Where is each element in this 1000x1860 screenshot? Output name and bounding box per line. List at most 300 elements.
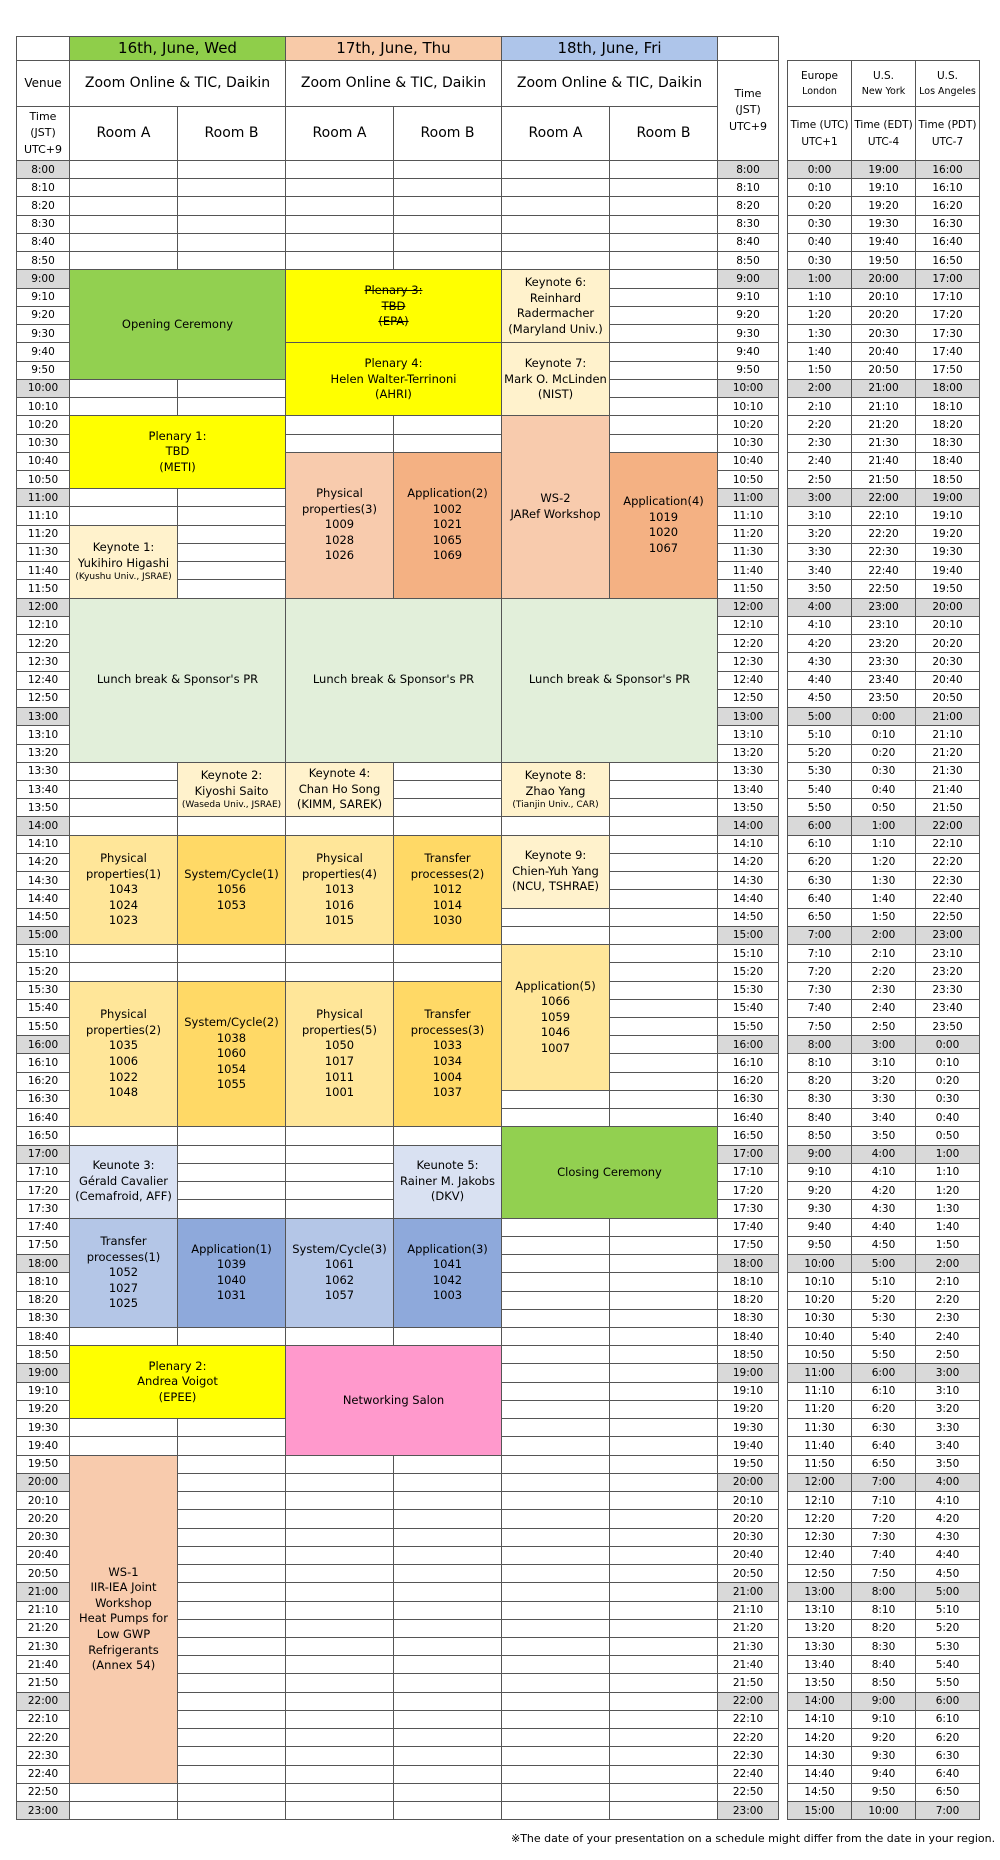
tz-time: 7:10 — [787, 944, 852, 963]
tz-time: 17:00 — [915, 269, 980, 288]
time-jst: 13:40 — [16, 780, 70, 799]
time-jst: 13:30 — [16, 762, 70, 781]
empty-slot — [285, 1455, 394, 1474]
empty-slot — [501, 1728, 610, 1747]
time-jst: 20:20 — [717, 1509, 779, 1528]
tz-time: 20:00 — [851, 269, 916, 288]
event-text: Plenary 4: Helen Walter-Terrinoni (AHRI) — [330, 356, 457, 402]
empty-slot — [285, 1327, 394, 1346]
time-jst: 8:50 — [16, 251, 70, 270]
venue-cell-1: Zoom Online & TIC, Daikin — [69, 60, 286, 107]
event-text: Physical properties(2) 1035 1006 1022 1048 — [86, 1007, 161, 1100]
tz-city: Los Angeles — [919, 86, 976, 98]
time-jst: 8:40 — [717, 233, 779, 252]
empty-slot — [285, 160, 394, 179]
tz-time: 8:10 — [851, 1601, 916, 1620]
empty-slot — [501, 1601, 610, 1620]
tz-time: 20:40 — [915, 671, 980, 690]
tz-region: U.S. — [936, 69, 959, 82]
empty-slot — [177, 1692, 286, 1711]
empty-slot — [69, 780, 178, 799]
empty-slot — [609, 215, 718, 234]
tz-time: 0:40 — [851, 780, 916, 799]
tz-time: 4:10 — [915, 1491, 980, 1510]
tz-time: 22:40 — [915, 889, 980, 908]
tz-time: 0:40 — [787, 233, 852, 252]
time-jst: 21:10 — [717, 1601, 779, 1620]
empty-slot — [501, 1363, 610, 1382]
time-jst: 9:40 — [717, 342, 779, 361]
tz-time: 6:40 — [915, 1765, 980, 1784]
empty-slot — [177, 1455, 286, 1474]
time-jst: 17:20 — [717, 1181, 779, 1200]
tz-time: 2:10 — [787, 397, 852, 416]
tz-time: 4:50 — [787, 689, 852, 708]
tz-time: 7:00 — [787, 926, 852, 945]
tz-time: 4:30 — [915, 1528, 980, 1547]
empty-slot — [501, 1400, 610, 1419]
tz-time: 8:20 — [851, 1619, 916, 1638]
empty-slot — [285, 1181, 394, 1200]
empty-slot — [177, 1327, 286, 1346]
time-jst: 22:10 — [16, 1710, 70, 1729]
empty-slot — [393, 233, 502, 252]
event-thu-physprop4 — [285, 835, 394, 945]
time-jst: 17:50 — [16, 1236, 70, 1255]
empty-slot — [501, 1582, 610, 1601]
tz-time: 7:50 — [787, 1017, 852, 1036]
tz-time: 4:40 — [915, 1546, 980, 1565]
empty-slot — [69, 160, 178, 179]
time-jst: 9:50 — [717, 361, 779, 380]
tz-time: 9:30 — [787, 1199, 852, 1218]
tz-time: 17:20 — [915, 306, 980, 325]
time-jst: 15:30 — [16, 981, 70, 1000]
tz-time: 21:30 — [915, 762, 980, 781]
tz-time: 3:20 — [915, 1400, 980, 1419]
time-jst: 9:10 — [16, 288, 70, 307]
tz-time: 0:30 — [787, 251, 852, 270]
empty-slot — [609, 1637, 718, 1656]
empty-slot — [609, 1418, 718, 1437]
tz-time: 6:20 — [851, 1400, 916, 1419]
empty-slot — [393, 1473, 502, 1492]
empty-slot — [393, 1564, 502, 1583]
time-header-line: UTC+9 — [728, 119, 768, 133]
tz-time: 23:40 — [851, 671, 916, 690]
tz-time: 0:20 — [787, 196, 852, 215]
time-jst: 19:40 — [717, 1436, 779, 1455]
tz-time: 19:00 — [851, 160, 916, 179]
tz-time: 10:00 — [787, 1254, 852, 1273]
empty-slot — [177, 397, 286, 416]
empty-slot — [609, 434, 718, 453]
event-wed-ws1 — [69, 1455, 178, 1784]
event-text: Plenary 2: Andrea Voigot (EPEE) — [137, 1358, 218, 1404]
empty-slot — [609, 178, 718, 197]
empty-slot — [69, 1436, 178, 1455]
tz-time: 19:30 — [915, 543, 980, 562]
tz-time: 3:40 — [851, 1108, 916, 1127]
tz-time: 12:50 — [787, 1564, 852, 1583]
event-wed-keynote3 — [69, 1145, 178, 1219]
time-jst: 21:50 — [717, 1673, 779, 1692]
time-jst: 18:00 — [16, 1254, 70, 1273]
empty-slot — [501, 816, 610, 835]
tz-time: 23:20 — [851, 634, 916, 653]
empty-slot — [177, 1746, 286, 1765]
empty-slot — [609, 269, 718, 288]
tz-time: 3:40 — [787, 561, 852, 580]
time-jst: 12:10 — [16, 616, 70, 635]
tz-time: 20:40 — [851, 342, 916, 361]
time-jst: 22:20 — [717, 1728, 779, 1747]
time-jst: 14:30 — [717, 871, 779, 890]
time-jst: 8:50 — [717, 251, 779, 270]
time-jst: 9:00 — [717, 269, 779, 288]
empty-slot — [177, 1199, 286, 1218]
time-jst: 22:00 — [16, 1692, 70, 1711]
time-jst: 15:10 — [717, 944, 779, 963]
tz-time: 2:50 — [851, 1017, 916, 1036]
tz-region-header — [851, 60, 916, 107]
empty-slot — [393, 1582, 502, 1601]
empty-slot — [609, 379, 718, 398]
empty-slot — [393, 816, 502, 835]
time-jst: 17:40 — [16, 1218, 70, 1237]
tz-time: 2:10 — [851, 944, 916, 963]
empty-slot — [69, 196, 178, 215]
time-jst: 18:50 — [16, 1345, 70, 1364]
time-jst: 10:50 — [717, 470, 779, 489]
empty-slot — [609, 1491, 718, 1510]
time-jst: 9:20 — [717, 306, 779, 325]
empty-slot — [177, 1436, 286, 1455]
tz-time: 7:20 — [787, 962, 852, 981]
tz-time: 16:10 — [915, 178, 980, 197]
tz-time: 12:30 — [787, 1528, 852, 1547]
tz-time: 5:00 — [851, 1254, 916, 1273]
tz-city: New York — [861, 86, 906, 98]
empty-slot — [285, 1163, 394, 1182]
empty-slot — [177, 178, 286, 197]
empty-slot — [501, 1765, 610, 1784]
event-text: Keunote 5: Rainer M. Jakobs (DKV) — [400, 1158, 495, 1204]
empty-slot — [177, 962, 286, 981]
time-jst: 10:20 — [717, 415, 779, 434]
tz-time: 7:10 — [851, 1491, 916, 1510]
event-thu-lunch — [285, 598, 502, 763]
event-fri-keynote8 — [501, 762, 610, 818]
empty-slot — [609, 835, 718, 854]
tz-time: 20:10 — [851, 288, 916, 307]
time-jst: 12:00 — [717, 598, 779, 617]
tz-time: 7:40 — [787, 999, 852, 1018]
time-jst: 10:20 — [16, 415, 70, 434]
time-jst: 14:40 — [717, 889, 779, 908]
tz-time: 5:30 — [915, 1637, 980, 1656]
event-thu-plenary4 — [285, 342, 502, 416]
tz-time: 9:20 — [851, 1728, 916, 1747]
empty-slot — [609, 1528, 718, 1547]
time-jst: 16:20 — [16, 1072, 70, 1091]
empty-slot — [501, 1710, 610, 1729]
tz-time: 6:50 — [851, 1455, 916, 1474]
tz-time: 3:50 — [787, 579, 852, 598]
tz-time: 5:10 — [851, 1272, 916, 1291]
tz-time: 22:20 — [915, 853, 980, 872]
time-jst: 12:50 — [16, 689, 70, 708]
empty-slot — [69, 798, 178, 817]
time-jst: 21:50 — [16, 1673, 70, 1692]
empty-slot — [393, 962, 502, 981]
tz-time: 15:00 — [787, 1801, 852, 1820]
tz-time: 4:10 — [851, 1163, 916, 1182]
empty-slot — [393, 1619, 502, 1638]
event-text: System/Cycle(2) 1038 1060 1054 1055 — [184, 1015, 279, 1092]
time-jst: 17:40 — [717, 1218, 779, 1237]
room-header: Room B — [609, 106, 718, 161]
time-jst: 15:00 — [16, 926, 70, 945]
time-jst: 11:00 — [717, 488, 779, 507]
time-jst: 12:30 — [16, 652, 70, 671]
time-jst: 13:50 — [16, 798, 70, 817]
tz-time: 4:30 — [851, 1199, 916, 1218]
tz-time: 19:00 — [915, 488, 980, 507]
tz-time: 2:00 — [787, 379, 852, 398]
tz-time: 22:30 — [915, 871, 980, 890]
empty-slot — [609, 1090, 718, 1109]
event-wed-physprop1 — [69, 835, 178, 945]
tz-time: 19:20 — [915, 525, 980, 544]
empty-slot — [501, 1436, 610, 1455]
empty-slot — [501, 1455, 610, 1474]
tz-time: 0:00 — [787, 160, 852, 179]
empty-slot — [285, 1546, 394, 1565]
tz-time: 5:10 — [787, 725, 852, 744]
tz-time: 9:30 — [851, 1746, 916, 1765]
tz-time: 7:00 — [851, 1473, 916, 1492]
empty-slot — [501, 1327, 610, 1346]
time-jst: 17:30 — [717, 1199, 779, 1218]
time-jst: 17:10 — [16, 1163, 70, 1182]
time-jst: 12:10 — [717, 616, 779, 635]
time-jst: 18:10 — [16, 1272, 70, 1291]
tz-time: 17:40 — [915, 342, 980, 361]
time-jst: 9:30 — [717, 324, 779, 343]
empty-slot — [285, 1619, 394, 1638]
tz-time: 19:10 — [915, 506, 980, 525]
tz-time: 3:40 — [915, 1436, 980, 1455]
event-thu-syscycle3 — [285, 1218, 394, 1328]
empty-slot — [609, 1218, 718, 1237]
tz-time: 6:40 — [787, 889, 852, 908]
empty-slot — [177, 1619, 286, 1638]
tz-time: 11:00 — [787, 1363, 852, 1382]
tz-time: 10:50 — [787, 1345, 852, 1364]
tz-time: 3:30 — [851, 1090, 916, 1109]
tz-time: 4:10 — [787, 616, 852, 635]
tz-time: 0:00 — [851, 707, 916, 726]
schedule-grid — [16, 36, 778, 1819]
empty-slot — [177, 944, 286, 963]
tz-time: 23:30 — [851, 652, 916, 671]
empty-slot — [609, 908, 718, 927]
time-jst: 10:10 — [16, 397, 70, 416]
tz-time: 1:40 — [915, 1218, 980, 1237]
tz-time: 18:50 — [915, 470, 980, 489]
empty-slot — [69, 962, 178, 981]
empty-slot — [177, 1418, 286, 1437]
empty-slot — [609, 871, 718, 890]
time-jst: 8:10 — [16, 178, 70, 197]
event-text: Plenary 1: TBD (METI) — [148, 428, 207, 474]
tz-time: 0:30 — [915, 1090, 980, 1109]
room-header: Room B — [393, 106, 502, 161]
event-text: Closing Ceremony — [557, 1164, 662, 1179]
tz-time: 11:10 — [787, 1382, 852, 1401]
time-jst: 20:40 — [717, 1546, 779, 1565]
event-text: Application(5) 1066 1059 1046 1007 — [515, 978, 596, 1055]
empty-slot — [609, 1619, 718, 1638]
tz-time: 16:30 — [915, 215, 980, 234]
empty-slot — [393, 1637, 502, 1656]
empty-slot — [501, 1254, 610, 1273]
time-jst: 8:40 — [16, 233, 70, 252]
empty-slot — [501, 1491, 610, 1510]
tz-time: 10:40 — [787, 1327, 852, 1346]
event-thu-physprop3 — [285, 452, 394, 599]
empty-slot — [609, 1017, 718, 1036]
time-jst: 8:30 — [717, 215, 779, 234]
empty-slot — [609, 1655, 718, 1674]
tz-time: 4:20 — [915, 1509, 980, 1528]
tz-time: 6:30 — [915, 1746, 980, 1765]
event-fri-lunch — [501, 598, 718, 763]
empty-slot — [501, 1673, 610, 1692]
tz-time: 0:10 — [915, 1053, 980, 1072]
time-jst: 21:20 — [717, 1619, 779, 1638]
empty-slot — [285, 1801, 394, 1820]
tz-time: 20:30 — [915, 652, 980, 671]
empty-slot — [609, 1564, 718, 1583]
empty-slot — [177, 379, 286, 398]
tz-time: 7:30 — [787, 981, 852, 1000]
room-header: Room A — [501, 106, 610, 161]
time-jst: 10:30 — [717, 434, 779, 453]
time-jst: 22:10 — [717, 1710, 779, 1729]
empty-slot — [177, 561, 286, 580]
tz-time: 0:10 — [851, 725, 916, 744]
empty-slot — [393, 1528, 502, 1547]
time-jst: 10:40 — [16, 452, 70, 471]
empty-slot — [393, 1491, 502, 1510]
empty-slot — [393, 762, 502, 781]
time-jst: 21:00 — [717, 1582, 779, 1601]
time-jst: 21:40 — [717, 1655, 779, 1674]
tz-time: 4:00 — [787, 598, 852, 617]
empty-slot — [69, 251, 178, 270]
time-jst: 9:00 — [16, 269, 70, 288]
empty-slot — [285, 816, 394, 835]
tz-time: 21:00 — [915, 707, 980, 726]
empty-slot — [393, 1673, 502, 1692]
tz-time: 3:20 — [787, 525, 852, 544]
empty-slot — [177, 251, 286, 270]
tz-time: 22:50 — [851, 579, 916, 598]
empty-slot — [285, 962, 394, 981]
empty-slot — [609, 999, 718, 1018]
tz-time: 8:00 — [851, 1582, 916, 1601]
time-jst: 22:30 — [717, 1746, 779, 1765]
empty-slot — [609, 1345, 718, 1364]
empty-slot — [393, 1601, 502, 1620]
time-jst: 12:20 — [16, 634, 70, 653]
event-wed-physprop2 — [69, 981, 178, 1128]
empty-slot — [501, 1090, 610, 1109]
tz-time: 8:50 — [787, 1126, 852, 1145]
time-jst: 13:20 — [717, 744, 779, 763]
empty-slot — [501, 1619, 610, 1638]
event-text: Physical properties(4) 1013 1016 1015 — [302, 851, 377, 928]
venue-label: Venue — [16, 60, 70, 107]
empty-slot — [501, 1692, 610, 1711]
time-jst: 8:20 — [717, 196, 779, 215]
event-thu-physprop5 — [285, 981, 394, 1128]
tz-time: 8:30 — [787, 1090, 852, 1109]
time-jst: 19:30 — [16, 1418, 70, 1437]
empty-slot — [609, 324, 718, 343]
time-jst: 13:40 — [717, 780, 779, 799]
tz-time: 5:50 — [915, 1673, 980, 1692]
tz-time: 6:30 — [851, 1418, 916, 1437]
empty-slot — [393, 798, 502, 817]
empty-slot — [609, 1728, 718, 1747]
time-jst: 21:20 — [16, 1619, 70, 1638]
time-jst: 12:40 — [717, 671, 779, 690]
time-jst: 19:30 — [717, 1418, 779, 1437]
event-text: Keynote 7: Mark O. McLinden (NIST) — [504, 356, 607, 402]
tz-time: 3:20 — [851, 1072, 916, 1091]
empty-slot — [501, 1218, 610, 1237]
event-wed-syscycle2 — [177, 981, 286, 1128]
tz-offset: UTC+1 — [801, 135, 838, 148]
tz-time: 5:10 — [915, 1601, 980, 1620]
empty-slot — [609, 288, 718, 307]
tz-time: 1:30 — [787, 324, 852, 343]
tz-time: 0:00 — [915, 1035, 980, 1054]
tz-time: 8:00 — [787, 1035, 852, 1054]
time-jst: 9:50 — [16, 361, 70, 380]
tz-time: 0:20 — [851, 744, 916, 763]
empty-slot — [501, 1637, 610, 1656]
tz-time: 7:00 — [915, 1801, 980, 1820]
time-jst: 11:40 — [16, 561, 70, 580]
time-jst: 21:10 — [16, 1601, 70, 1620]
tz-time: 1:00 — [915, 1145, 980, 1164]
time-jst: 10:50 — [16, 470, 70, 489]
tz-time: 0:20 — [915, 1072, 980, 1091]
time-jst: 20:30 — [717, 1528, 779, 1547]
time-header-line: Time — [29, 109, 57, 123]
tz-time: 1:40 — [787, 342, 852, 361]
tz-time: 10:00 — [851, 1801, 916, 1820]
event-wed-application1 — [177, 1218, 286, 1328]
tz-region: U.S. — [872, 69, 895, 82]
time-header-line: UTC+9 — [23, 142, 63, 156]
tz-time: 20:20 — [915, 634, 980, 653]
tz-time: 12:10 — [787, 1491, 852, 1510]
